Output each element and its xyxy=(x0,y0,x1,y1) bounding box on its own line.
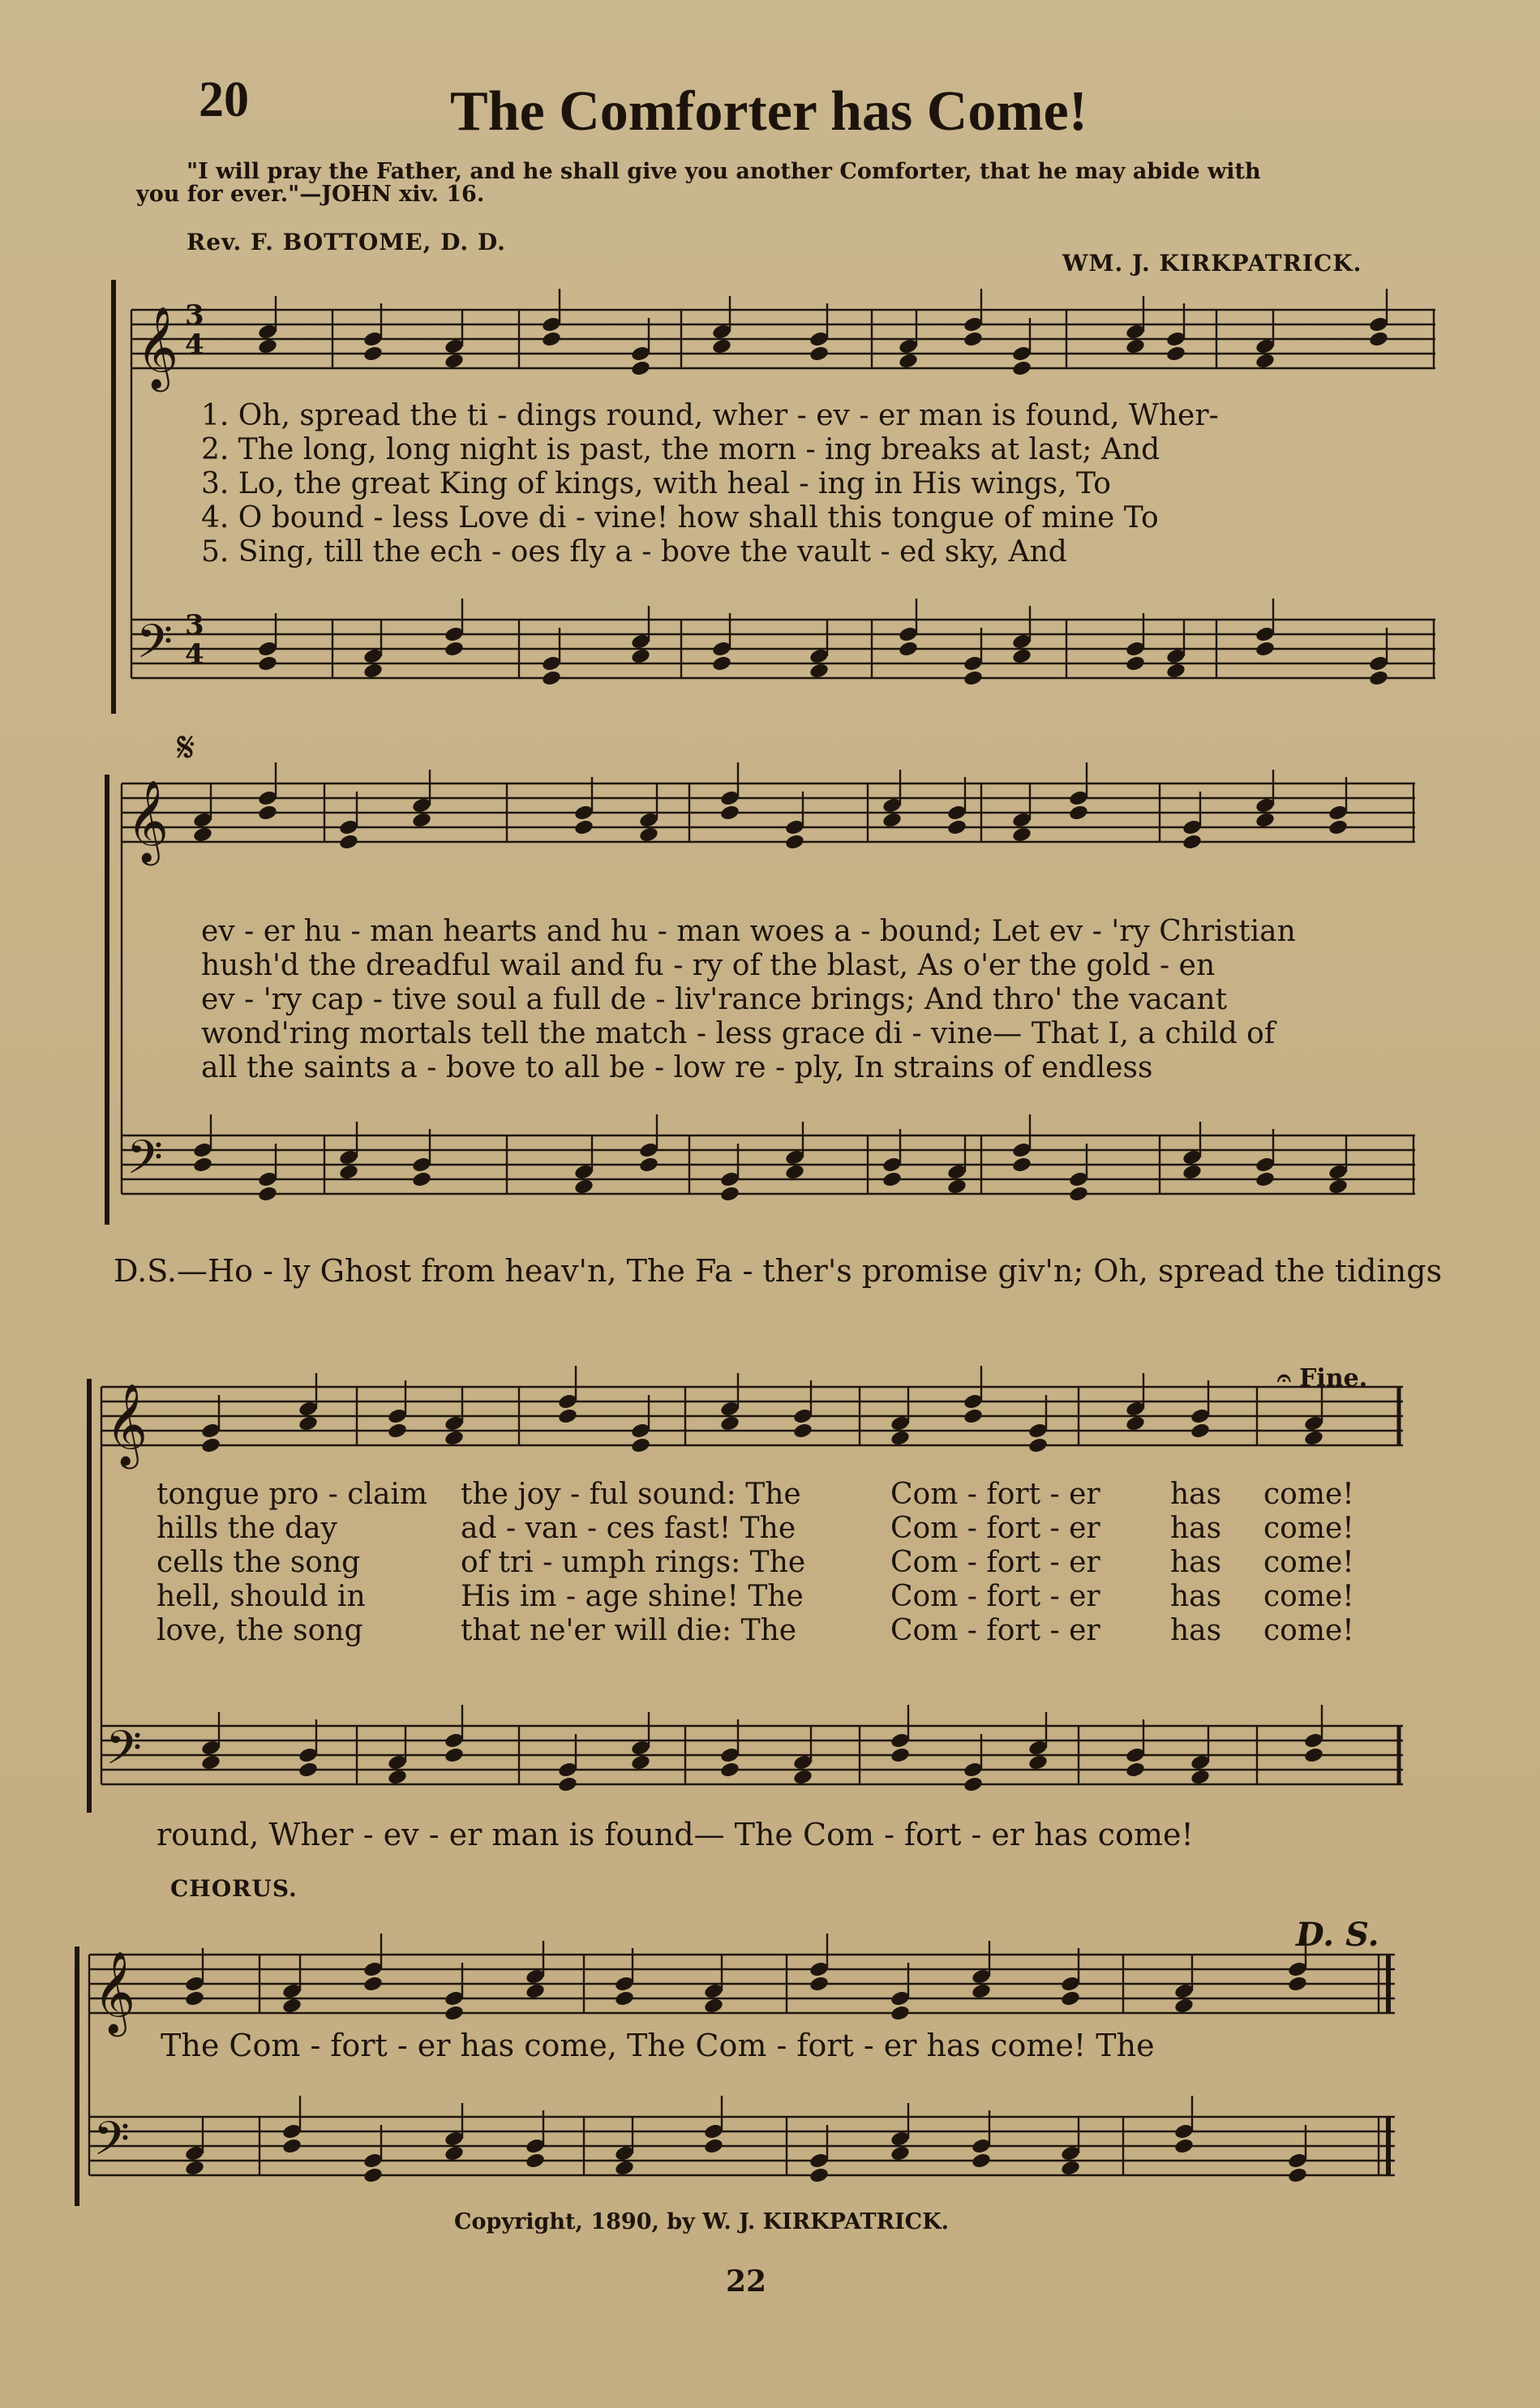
note-head xyxy=(971,2152,992,2170)
verse-line: 3. Lo, the great King of kings, with heal - ing in His wings, To xyxy=(201,467,1111,500)
note-head xyxy=(1125,1761,1146,1779)
verse-line xyxy=(157,1478,1389,1512)
note-head xyxy=(541,669,562,687)
verse-segment: come! xyxy=(1263,1580,1354,1613)
note-head xyxy=(573,1178,594,1195)
note-head xyxy=(719,1185,740,1203)
note-head xyxy=(719,1414,740,1432)
note-head xyxy=(1173,1997,1195,2015)
note-head xyxy=(1068,804,1089,822)
verse-segment: Com - fort - er xyxy=(890,1512,1100,1545)
verse-segment: come! xyxy=(1263,1478,1354,1511)
note-head xyxy=(1368,330,1389,348)
note-head xyxy=(184,1989,205,2007)
note-head xyxy=(200,1436,221,1454)
verse-segment: hills the day xyxy=(157,1512,337,1545)
note-head xyxy=(1027,1436,1049,1454)
author-credit: Rev. F. BOTTOME, D. D. xyxy=(187,229,506,255)
ds-lyric-line: D.S.—Ho - ly Ghost from heav'n, The Fa - ther's promise giv'n; Oh, spread the tidings xyxy=(114,1253,1443,1289)
note-head xyxy=(1190,1768,1211,1786)
note-head xyxy=(711,655,732,672)
note-head xyxy=(444,640,465,658)
copyright-notice: Copyright, 1890, by W. J. KIRKPATRICK. xyxy=(454,2209,949,2234)
note-head xyxy=(963,1775,984,1793)
verse-segment: that ne'er will die: The xyxy=(461,1614,797,1647)
ds-lyric-line: round, Wher - ev - er man is found— The Com - fort - er has come! xyxy=(157,1817,1194,1852)
note-head xyxy=(1011,826,1032,843)
verse-line: ev - er hu - man hearts and hu - man woes a - bound; Let ev - 'ry Christian xyxy=(201,915,1296,948)
verse-segment: has xyxy=(1170,1546,1222,1579)
note-head xyxy=(192,826,213,843)
note-head xyxy=(638,1156,659,1174)
note-head xyxy=(444,2144,465,2162)
fine-marking: 𝄐 Fine. xyxy=(1277,1364,1368,1393)
note-head xyxy=(1182,1163,1203,1181)
note-head xyxy=(1328,818,1349,836)
note-head xyxy=(614,2159,635,2177)
hymn-title: The Comforter has Come! xyxy=(450,80,1088,143)
note-head xyxy=(338,1163,359,1181)
note-head xyxy=(1027,1753,1049,1771)
note-heads xyxy=(184,289,1389,2184)
note-head xyxy=(1011,1156,1032,1174)
verse-segment: ad - van - ces fast! The xyxy=(461,1512,796,1545)
verse-segment: of tri - umph rings: The xyxy=(461,1546,806,1579)
verse-segment: come! xyxy=(1263,1546,1354,1579)
note-head xyxy=(281,2137,302,2155)
verse-segment: hell, should in xyxy=(157,1580,366,1613)
note-head xyxy=(573,818,594,836)
note-head xyxy=(1255,811,1276,829)
note-head xyxy=(1303,1429,1324,1447)
note-head xyxy=(809,662,830,680)
verse-line: 2. The long, long night is past, the morn - ing breaks at last; And xyxy=(201,433,1160,466)
note-head xyxy=(525,2152,546,2170)
note-head xyxy=(257,337,278,355)
verse-segment: has xyxy=(1170,1614,1222,1647)
time-signature-bottom: 4 xyxy=(185,328,204,361)
note-head xyxy=(792,1422,813,1440)
fine-label: Fine. xyxy=(1299,1364,1368,1393)
note-head xyxy=(1255,640,1276,658)
verse-segment: Com - fort - er xyxy=(890,1546,1100,1579)
note-head xyxy=(890,1429,911,1447)
note-head xyxy=(1125,337,1146,355)
note-head xyxy=(1287,2166,1308,2184)
verse-segment: the joy - ful sound: The xyxy=(461,1478,801,1511)
note-head xyxy=(882,811,903,829)
note-head xyxy=(298,1761,319,1779)
treble-clef-icon: 𝄞 xyxy=(105,1382,148,1466)
note-head xyxy=(362,1975,384,1993)
note-head xyxy=(192,1156,213,1174)
note-head xyxy=(387,1422,408,1440)
treble-clef-icon: 𝄞 xyxy=(136,305,179,388)
note-head xyxy=(200,1753,221,1771)
treble-clef-icon: 𝄞 xyxy=(127,779,169,862)
note-head xyxy=(898,352,919,370)
note-head xyxy=(298,1414,319,1432)
note-head xyxy=(809,1975,830,1993)
verse-segment: cells the song xyxy=(157,1546,361,1579)
note-head xyxy=(1060,2159,1081,2177)
note-head xyxy=(703,2137,724,2155)
verse-segment: has xyxy=(1170,1512,1222,1545)
system2-bass-staff xyxy=(122,1135,1415,1194)
verse-segment: has xyxy=(1170,1478,1222,1511)
note-head xyxy=(257,1185,278,1203)
note-head xyxy=(1068,1185,1089,1203)
system2-treble-staff xyxy=(122,783,1415,842)
hymn-number: 20 xyxy=(199,72,249,127)
segno-icon: 𝄋 xyxy=(177,723,195,772)
note-head xyxy=(184,2159,205,2177)
note-head xyxy=(1011,359,1032,377)
note-head xyxy=(411,811,432,829)
note-head xyxy=(614,1989,635,2007)
verse-segment: Com - fort - er xyxy=(890,1580,1100,1613)
verse-segment: has xyxy=(1170,1580,1222,1613)
note-head xyxy=(630,359,651,377)
bass-clef-icon: 𝄢 xyxy=(105,1720,143,1787)
note-head xyxy=(890,2144,911,2162)
note-head xyxy=(1125,1414,1146,1432)
note-head xyxy=(1328,1178,1349,1195)
note-head xyxy=(1190,1422,1211,1440)
verse-segment: Com - fort - er xyxy=(890,1614,1100,1647)
epigraph-line-2: you for ever."—JOHN xiv. 16. xyxy=(136,182,485,207)
note-head xyxy=(362,662,384,680)
note-head xyxy=(557,1775,578,1793)
verse-line xyxy=(157,1512,1389,1546)
note-head xyxy=(444,1429,465,1447)
note-head xyxy=(638,826,659,843)
verse-line xyxy=(157,1614,1389,1648)
time-signature-top: 3 xyxy=(185,609,204,642)
verse-line xyxy=(157,1546,1389,1580)
note-head xyxy=(257,804,278,822)
note-head xyxy=(1165,662,1186,680)
composer-credit: WM. J. KIRKPATRICK. xyxy=(1062,250,1362,277)
note-head xyxy=(1368,669,1389,687)
note-head xyxy=(630,647,651,665)
bass-clef-icon: 𝄢 xyxy=(93,2111,131,2178)
note-head xyxy=(809,345,830,363)
note-head xyxy=(963,669,984,687)
verse-line: wond'ring mortals tell the match - less grace di - vine— That I, a child of xyxy=(201,1017,1276,1050)
note-head xyxy=(362,2166,384,2184)
note-head xyxy=(1125,655,1146,672)
time-signature-bottom: 4 xyxy=(185,638,204,671)
note-head xyxy=(411,1170,432,1188)
note-head xyxy=(711,337,732,355)
bass-clef-icon: 𝄢 xyxy=(127,1130,164,1196)
note-head xyxy=(1011,647,1032,665)
note-head xyxy=(946,1178,967,1195)
chorus-lyrics: The Com - fort - er has come, The Com - fort - er has come! The xyxy=(161,2028,1155,2063)
note-head xyxy=(890,2004,911,2022)
epigraph-line-1: "I will pray the Father, and he shall give you another Comforter, that he may abide with xyxy=(187,159,1261,184)
verse-line xyxy=(157,1580,1389,1614)
bass-clef-icon: 𝄢 xyxy=(136,614,174,680)
note-head xyxy=(444,1746,465,1764)
note-head xyxy=(784,833,805,851)
note-head xyxy=(971,1982,992,2000)
system1-treble-staff xyxy=(131,310,1435,368)
note-head xyxy=(1173,2137,1195,2155)
note-head xyxy=(630,1753,651,1771)
note-head xyxy=(882,1170,903,1188)
note-head xyxy=(890,1746,911,1764)
note-head xyxy=(362,345,384,363)
note-head xyxy=(557,1407,578,1425)
verse-line: all the saints a - bove to all be - low re - ply, In strains of endless xyxy=(201,1051,1153,1084)
chorus-label: CHORUS. xyxy=(170,1875,298,1902)
note-head xyxy=(703,1997,724,2015)
verse-segment: love, the song xyxy=(157,1614,363,1647)
note-head xyxy=(541,330,562,348)
note-head xyxy=(1165,345,1186,363)
note-head xyxy=(281,1997,302,2015)
note-head xyxy=(792,1768,813,1786)
verse-line: 1. Oh, spread the ti - dings round, wher - ev - er man is found, Wher- xyxy=(201,399,1219,432)
note-head xyxy=(784,1163,805,1181)
page-number: 22 xyxy=(726,2264,767,2299)
note-head xyxy=(809,2166,830,2184)
verse-line: 5. Sing, till the ech - oes fly a - bove the vault - ed sky, And xyxy=(201,535,1067,569)
treble-clef-icon: 𝄞 xyxy=(93,1950,136,2033)
note-head xyxy=(387,1768,408,1786)
verse-segment: tongue pro - claim xyxy=(157,1478,428,1511)
note-head xyxy=(444,352,465,370)
verse-segment: come! xyxy=(1263,1512,1354,1545)
system1-bass-staff xyxy=(131,620,1435,678)
system2-verses xyxy=(201,915,1296,1085)
note-head xyxy=(963,330,984,348)
system3-verses xyxy=(157,1478,1389,1648)
note-head xyxy=(1060,1989,1081,2007)
note-head xyxy=(946,818,967,836)
note-head xyxy=(1303,1746,1324,1764)
verse-segment: Com - fort - er xyxy=(890,1478,1100,1511)
verse-line: ev - 'ry cap - tive soul a full de - liv'rance brings; And thro' the vacant xyxy=(201,983,1228,1016)
note-head xyxy=(963,1407,984,1425)
note-head xyxy=(444,2004,465,2022)
note-head xyxy=(719,804,740,822)
note-head xyxy=(1182,833,1203,851)
note-head xyxy=(719,1761,740,1779)
system1-verses xyxy=(201,399,1219,569)
verse-segment: His im - age shine! The xyxy=(461,1580,804,1613)
verse-line: 4. O bound - less Love di - vine! how shall this tongue of mine To xyxy=(201,501,1159,534)
verse-line: hush'd the dreadful wail and fu - ry of the blast, As o'er the gold - en xyxy=(201,949,1216,982)
ds-marking: D. S. xyxy=(1296,1916,1379,1954)
note-head xyxy=(525,1982,546,2000)
note-head xyxy=(257,655,278,672)
note-head xyxy=(1287,1975,1308,1993)
time-signature-top: 3 xyxy=(185,299,204,332)
note-head xyxy=(630,1436,651,1454)
note-head xyxy=(1255,1170,1276,1188)
note-head xyxy=(898,640,919,658)
note-head xyxy=(338,833,359,851)
verse-segment: come! xyxy=(1263,1614,1354,1647)
note-head xyxy=(1255,352,1276,370)
